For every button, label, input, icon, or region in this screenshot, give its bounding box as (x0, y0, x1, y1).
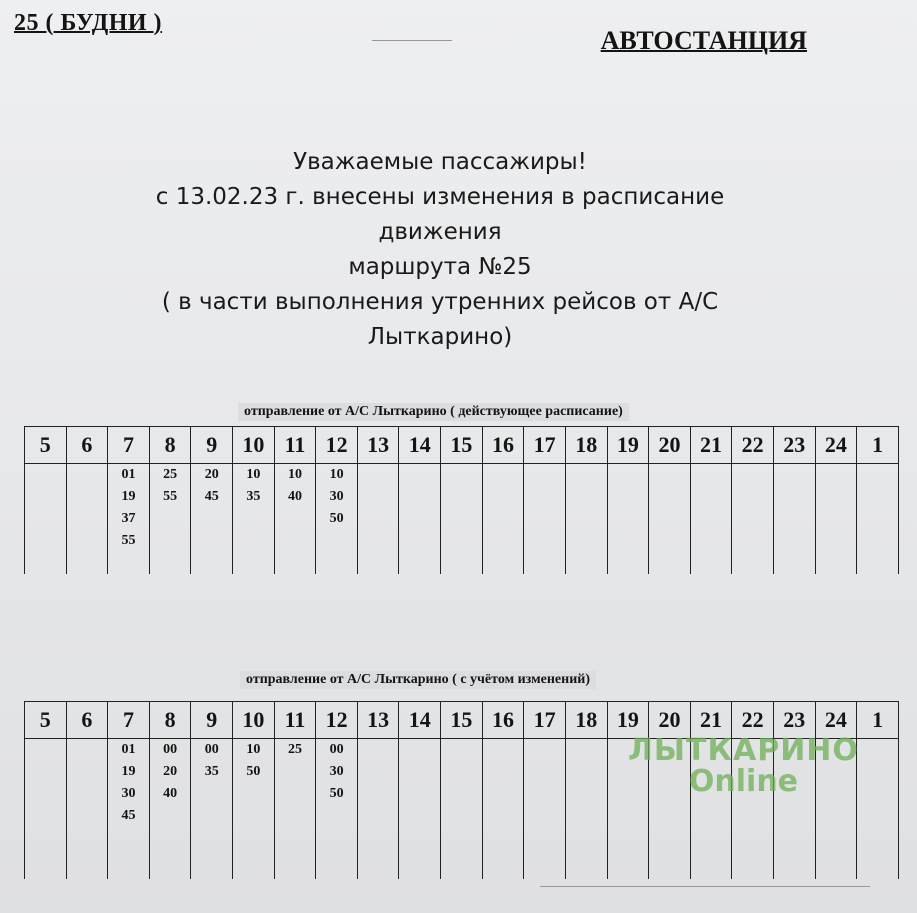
minutes-cell (149, 464, 191, 575)
minutes-cell (357, 739, 399, 880)
minutes-cell (815, 464, 857, 575)
minutes-cell (66, 739, 108, 880)
notice-line: Лыткарино) (367, 324, 513, 350)
minutes-cell (565, 739, 607, 880)
hour-cell: 9 (191, 427, 233, 464)
hour-cell: 18 (565, 702, 607, 739)
minutes-cell (149, 739, 191, 880)
route-label: 25 ( БУДНИ ) (14, 10, 163, 36)
passenger-notice (110, 145, 770, 355)
minutes-row (25, 739, 899, 880)
departure-minute: 40 (163, 786, 178, 801)
notice-line: движения (378, 219, 502, 245)
departure-minute: 30 (329, 489, 344, 504)
departure-minute: 10 (329, 467, 344, 482)
minutes-cell (607, 464, 649, 575)
minutes-cell (649, 464, 691, 575)
departure-minute: 30 (329, 764, 344, 779)
departure-minute: 45 (121, 808, 136, 823)
hour-cell: 13 (357, 702, 399, 739)
hour-cell: 1 (857, 427, 899, 464)
hour-cell: 7 (108, 427, 150, 464)
current-schedule-table (24, 426, 899, 574)
minutes-cell (565, 464, 607, 575)
hour-cell: 14 (399, 427, 441, 464)
departure-minute: 50 (329, 511, 344, 526)
hour-cell: 8 (149, 702, 191, 739)
minutes-cell (274, 464, 316, 575)
departure-minute: 19 (121, 764, 136, 779)
minutes-cell (773, 739, 815, 880)
hour-cell: 11 (274, 427, 316, 464)
hour-cell: 6 (66, 702, 108, 739)
departure-minute: 45 (204, 489, 219, 504)
minutes-cell (649, 739, 691, 880)
hour-cell: 19 (607, 427, 649, 464)
departure-minute: 01 (121, 467, 136, 482)
departure-minute: 25 (163, 467, 178, 482)
current-schedule-caption: отправление от А/С Лыткарино ( действующее расписание) (238, 403, 629, 421)
departure-minute: 50 (246, 764, 261, 779)
minutes-cell (482, 464, 524, 575)
departure-minute: 35 (246, 489, 261, 504)
departure-minute: 00 (329, 742, 344, 757)
hour-cell: 20 (649, 427, 691, 464)
minutes-cell (233, 739, 275, 880)
notice-line: маршрута №25 (348, 254, 532, 280)
minutes-cell (857, 464, 899, 575)
hour-cell: 10 (233, 427, 275, 464)
hour-cell: 7 (108, 702, 150, 739)
departure-minute: 55 (121, 533, 136, 548)
departure-minute: 10 (246, 467, 261, 482)
minutes-cell (857, 739, 899, 880)
updated-schedule-caption: отправление от А/С Лыткарино ( с учётом изменений) (240, 671, 596, 689)
hour-cell: 22 (732, 702, 774, 739)
hour-cell: 21 (690, 427, 732, 464)
minutes-cell (441, 464, 483, 575)
hour-cell: 18 (565, 427, 607, 464)
minutes-cell (441, 739, 483, 880)
hour-cell: 9 (191, 702, 233, 739)
hour-cell: 17 (524, 702, 566, 739)
departure-minute: 50 (329, 786, 344, 801)
departure-minute: 25 (287, 742, 302, 757)
hour-cell: 8 (149, 427, 191, 464)
departure-minute: 10 (287, 467, 302, 482)
updated-schedule-table (24, 701, 899, 879)
minutes-cell (607, 739, 649, 880)
departure-minute: 00 (163, 742, 178, 757)
minutes-cell (108, 464, 150, 575)
station-label: АВТОСТАНЦИЯ (600, 26, 807, 55)
departure-minute: 55 (163, 489, 178, 504)
minutes-cell (399, 739, 441, 880)
hour-cell: 5 (25, 427, 67, 464)
hour-cell: 17 (524, 427, 566, 464)
hour-cell: 1 (857, 702, 899, 739)
departure-minute: 20 (163, 764, 178, 779)
hour-cell: 10 (233, 702, 275, 739)
minutes-cell (482, 739, 524, 880)
minutes-cell (25, 739, 67, 880)
minutes-cell (233, 464, 275, 575)
minutes-cell (815, 739, 857, 880)
hour-cell: 6 (66, 427, 108, 464)
minutes-cell (316, 464, 358, 575)
departure-minute: 01 (121, 742, 136, 757)
departure-minute: 20 (204, 467, 219, 482)
hour-cell: 12 (316, 427, 358, 464)
minutes-cell (773, 464, 815, 575)
minutes-cell (399, 464, 441, 575)
hour-cell: 16 (482, 702, 524, 739)
hour-cell: 23 (773, 702, 815, 739)
departure-minute: 37 (121, 511, 136, 526)
departure-minute: 40 (287, 489, 302, 504)
hour-cell: 16 (482, 427, 524, 464)
watermark-line: Online (688, 764, 799, 799)
notice-line: Уважаемые пассажиры! (293, 149, 587, 175)
watermark-line: ЛЫТКАРИНО (628, 733, 859, 768)
minutes-cell (66, 464, 108, 575)
minutes-cell (357, 464, 399, 575)
minutes-cell (191, 464, 233, 575)
hour-cell: 20 (649, 702, 691, 739)
minutes-cell (25, 464, 67, 575)
minutes-cell (690, 739, 732, 880)
hour-cell: 21 (690, 702, 732, 739)
hour-cell: 24 (815, 427, 857, 464)
hour-cell: 13 (357, 427, 399, 464)
divider (540, 886, 870, 887)
minutes-cell (524, 739, 566, 880)
hour-cell: 22 (732, 427, 774, 464)
hours-row (25, 427, 899, 464)
minutes-cell (690, 464, 732, 575)
minutes-row (25, 464, 899, 575)
hour-cell: 19 (607, 702, 649, 739)
departure-minute: 30 (121, 786, 136, 801)
hour-cell: 23 (773, 427, 815, 464)
hour-cell: 24 (815, 702, 857, 739)
hour-cell: 15 (441, 702, 483, 739)
minutes-cell (191, 739, 233, 880)
minutes-cell (732, 739, 774, 880)
notice-line: ( в части выполнения утренних рейсов от А/С (161, 289, 719, 315)
departure-minute: 19 (121, 489, 136, 504)
minutes-cell (316, 739, 358, 880)
hour-cell: 12 (316, 702, 358, 739)
minutes-cell (108, 739, 150, 880)
hours-row (25, 702, 899, 739)
minutes-cell (274, 739, 316, 880)
divider (372, 40, 452, 41)
hour-cell: 5 (25, 702, 67, 739)
departure-minute: 00 (204, 742, 219, 757)
hour-cell: 11 (274, 702, 316, 739)
minutes-cell (524, 464, 566, 575)
hour-cell: 15 (441, 427, 483, 464)
hour-cell: 14 (399, 702, 441, 739)
notice-line: с 13.02.23 г. внесены изменения в расписание (155, 184, 725, 210)
departure-minute: 35 (204, 764, 219, 779)
minutes-cell (732, 464, 774, 575)
departure-minute: 10 (246, 742, 261, 757)
